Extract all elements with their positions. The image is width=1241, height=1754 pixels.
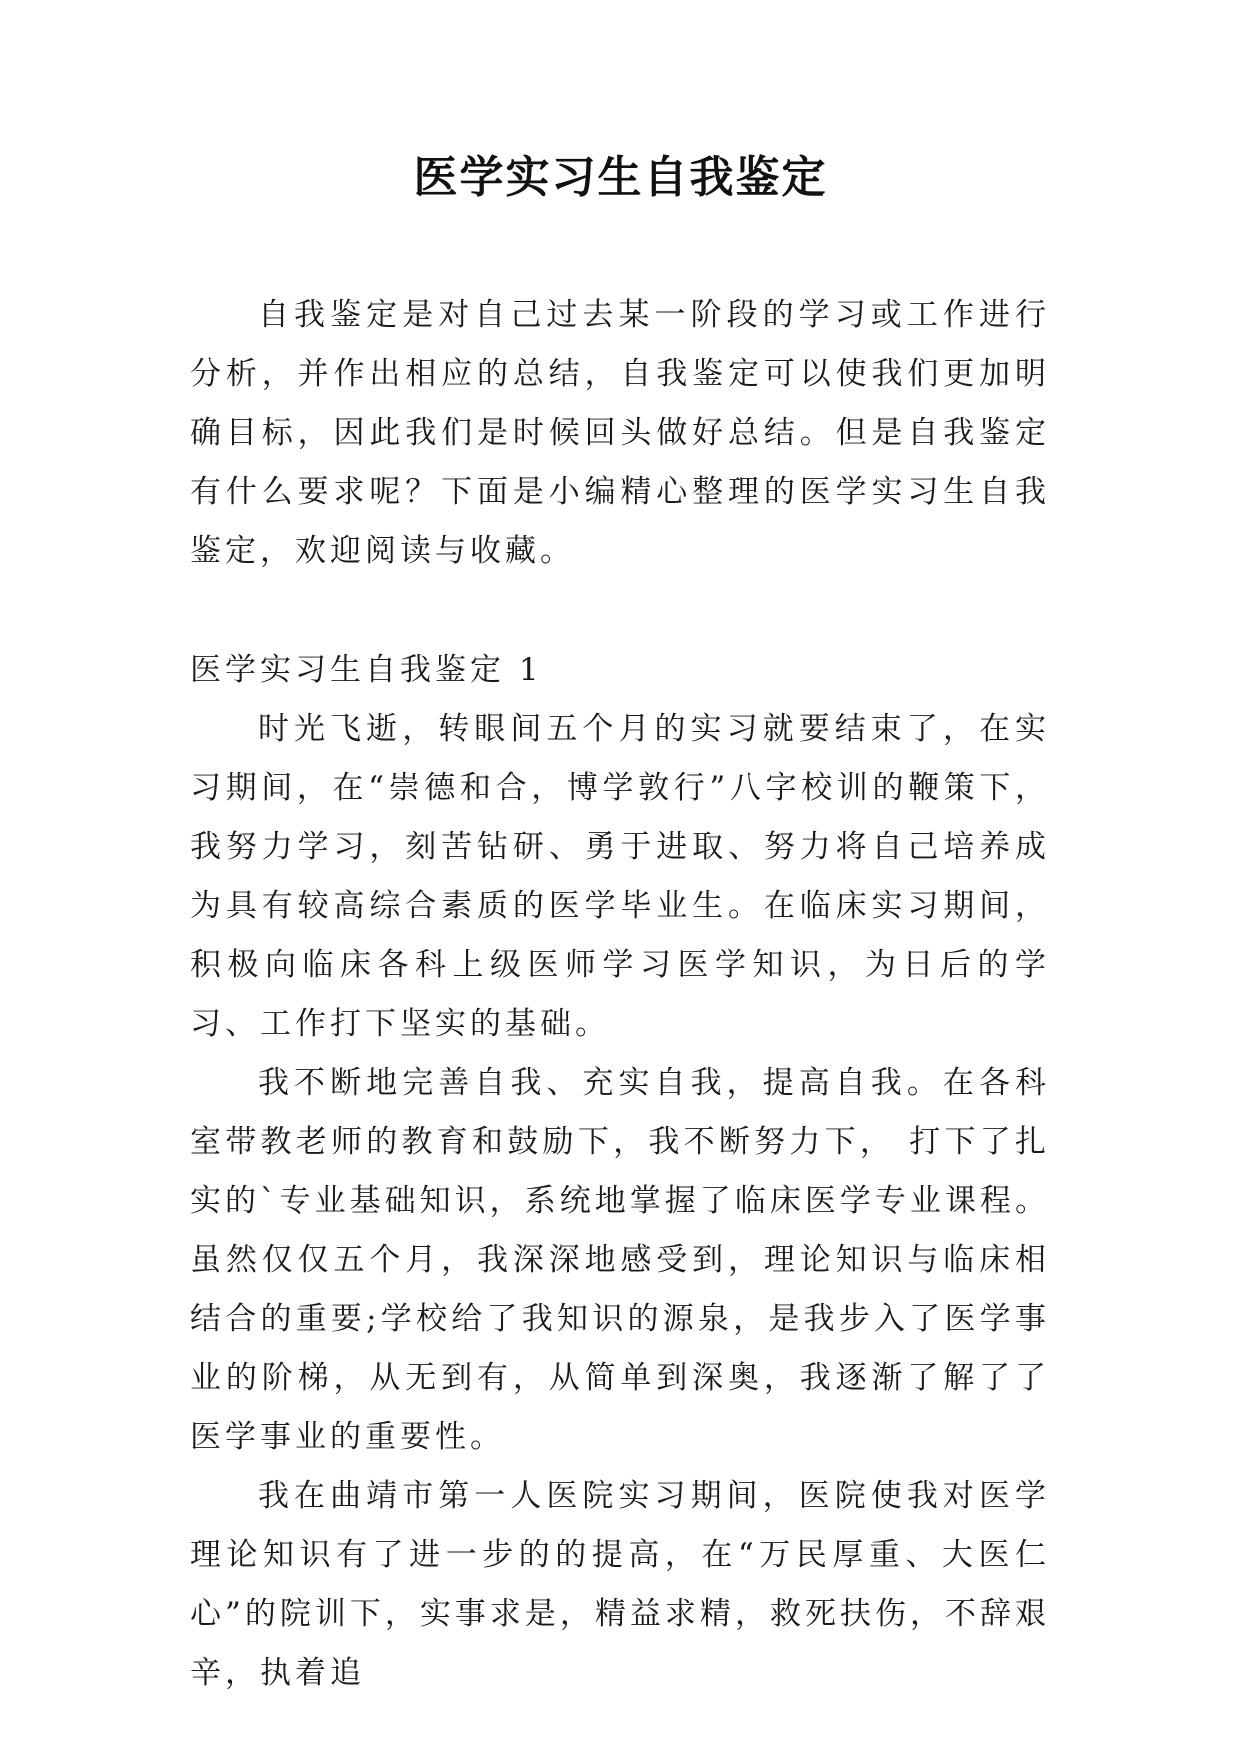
section-heading: 医学实习生自我鉴定 1 <box>190 652 543 688</box>
body-paragraph: 我不断地完善自我、充实自我，提高自我。在各科室带教老师的教育和鼓励下，我不断努力下， 打下了扎实的`专业基础知识，系统地掌握了临床医学专业课程。虽然仅仅五个月，我深深地感受到，理论知识与临床相结合的重要;学校给了我知识的源泉，是我步入了医学事业的阶梯，从无到有，从简单到深奥，我逐渐了解了了医学事业的重要性。 <box>190 1065 1050 1455</box>
intro-paragraph: 自我鉴定是对自己过去某一阶段的学习或工作进行分析，并作出相应的总结，自我鉴定可以使我们更加明确目标，因此我们是时候回头做好总结。但是自我鉴定有什么要求呢？下面是小编精心整理的医学实习生自我鉴定，欢迎阅读与收藏。 <box>190 297 1050 569</box>
body-paragraph: 时光飞逝，转眼间五个月的实习就要结束了，在实习期间，在“崇德和合，博学敦行”八字校训的鞭策下，我努力学习，刻苦钻研、勇于进取、努力将自己培养成为具有较高综合素质的医学毕业生。在临床实习期间，积极向临床各科上级医师学习医学知识，为日后的学习、工作打下坚实的基础。 <box>190 711 1050 1042</box>
document-title: 医学实习生自我鉴定 <box>413 152 828 203</box>
document-body <box>190 286 1050 1703</box>
section-spacer <box>190 581 1050 641</box>
body-paragraph: 我在曲靖市第一人医院实习期间，医院使我对医学理论知识有了进一步的的提高，在“万民厚重、大医仁心”的院训下，实事求是，精益求精，救死扶伤，不辞艰辛，执着追 <box>190 1478 1050 1691</box>
